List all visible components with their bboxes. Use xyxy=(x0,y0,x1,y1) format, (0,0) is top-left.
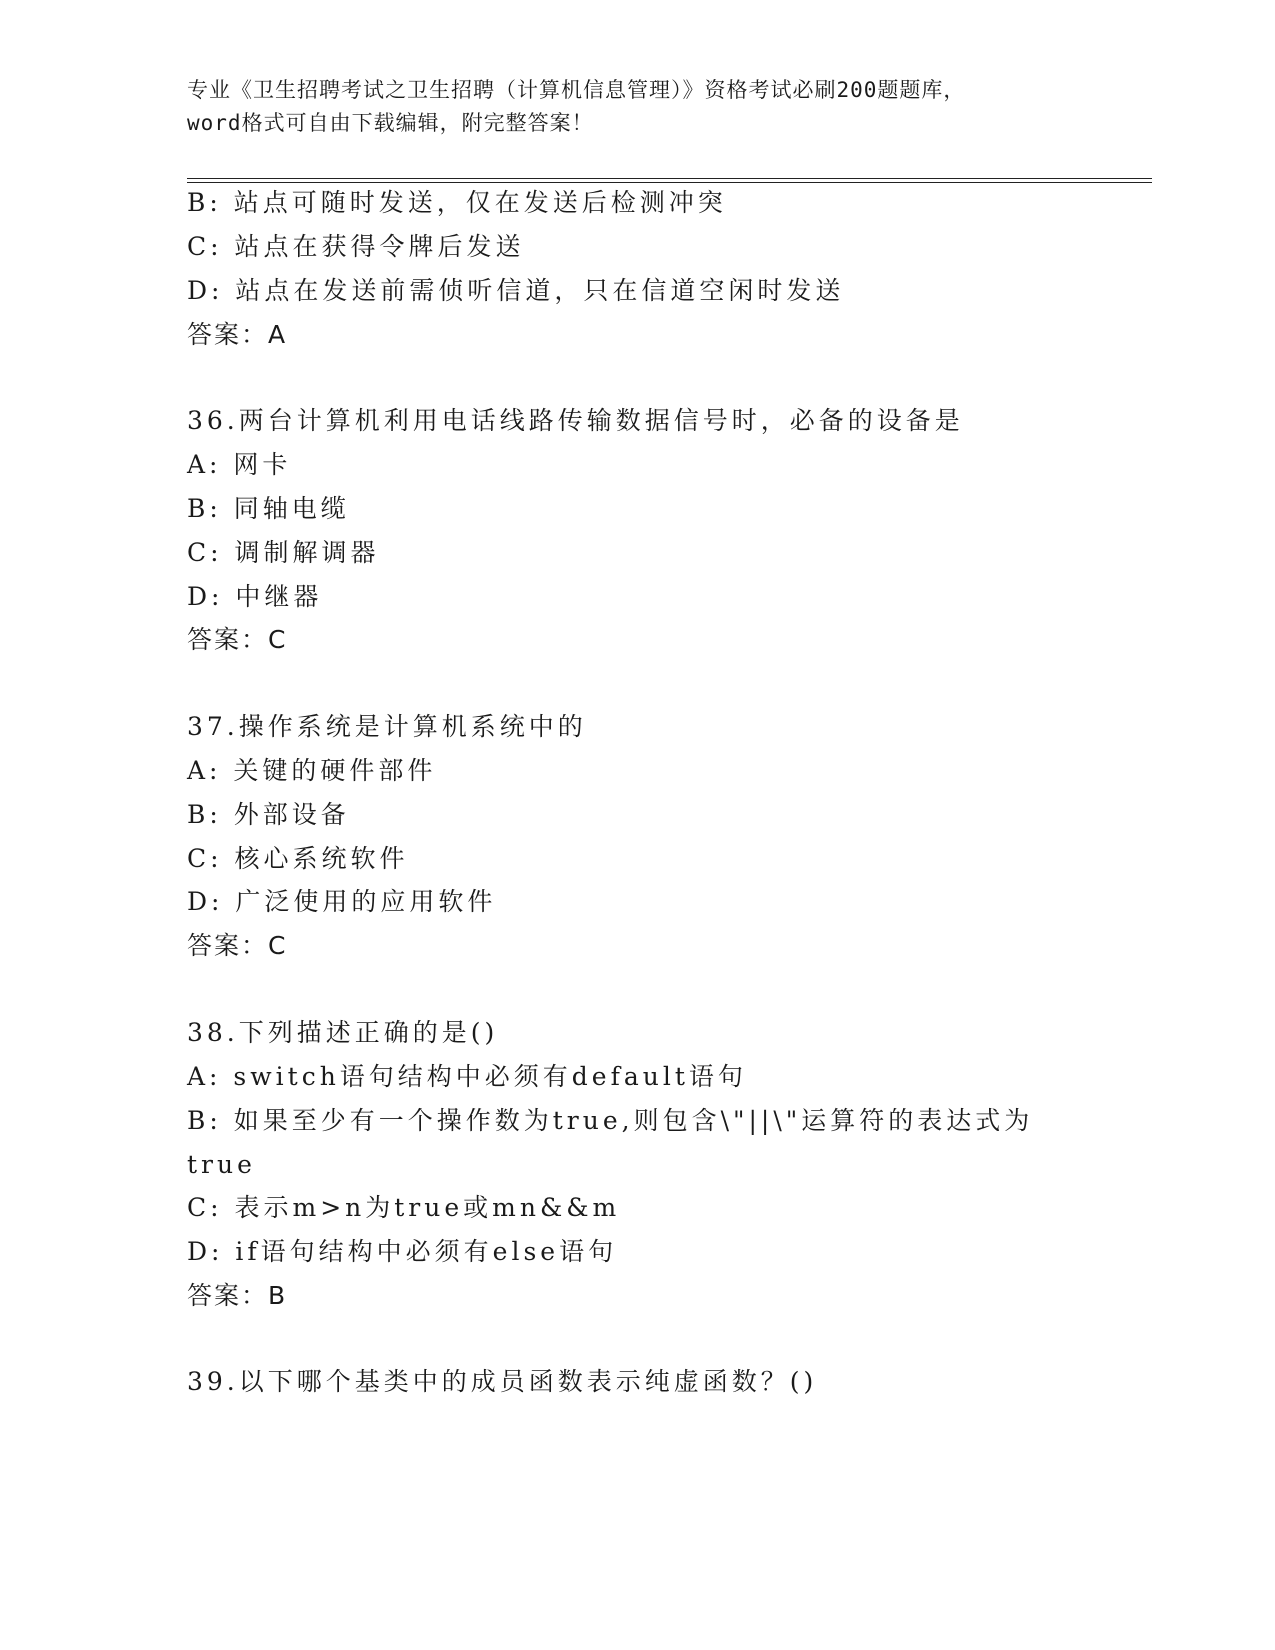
option-b-q38-continued: true xyxy=(187,1150,256,1179)
option-b-q35: B: 站点可随时发送，仅在发送后检测冲突 xyxy=(187,188,727,217)
option-d-q37: D: 广泛使用的应用软件 xyxy=(187,887,497,916)
header-divider-top xyxy=(187,178,1152,179)
option-b-q37: B: 外部设备 xyxy=(187,800,350,829)
document-header xyxy=(187,74,1117,140)
option-a-q37: A: 关键的硬件部件 xyxy=(187,756,437,785)
answer-q36: 答案：C xyxy=(187,625,288,654)
option-a-q38: A: switch语句结构中必须有default语句 xyxy=(187,1062,747,1091)
answer-q35: 答案：A xyxy=(187,320,288,349)
header-line-2: word格式可自由下载编辑，附完整答案！ xyxy=(187,111,594,135)
option-c-q37: C: 核心系统软件 xyxy=(187,844,409,873)
header-divider-bottom xyxy=(187,182,1152,183)
question-38: 38.下列描述正确的是() xyxy=(187,1018,499,1047)
option-b-q36: B: 同轴电缆 xyxy=(187,494,350,523)
question-36: 36.两台计算机利用电话线路传输数据信号时，必备的设备是 xyxy=(187,406,964,435)
option-d-q35: D: 站点在发送前需侦听信道，只在信道空闲时发送 xyxy=(187,276,845,305)
question-37: 37.操作系统是计算机系统中的 xyxy=(187,712,587,741)
option-c-q35: C: 站点在获得令牌后发送 xyxy=(187,232,525,261)
question-39: 39.以下哪个基类中的成员函数表示纯虚函数？() xyxy=(187,1367,818,1396)
header-line-1: 专业《卫生招聘考试之卫生招聘（计算机信息管理）》资格考试必刷200题题库， xyxy=(187,78,966,102)
option-a-q36: A: 网卡 xyxy=(187,450,292,479)
answer-q38: 答案：B xyxy=(187,1281,288,1310)
option-d-q36: D: 中继器 xyxy=(187,582,323,611)
option-c-q38: C: 表示m>n为true或mn&&m xyxy=(187,1193,621,1222)
option-b-q38: B: 如果至少有一个操作数为true,则包含\"||\"运算符的表达式为 xyxy=(187,1106,1034,1135)
option-d-q38: D: if语句结构中必须有else语句 xyxy=(187,1237,618,1266)
answer-q37: 答案：C xyxy=(187,931,288,960)
option-c-q36: C: 调制解调器 xyxy=(187,538,380,567)
